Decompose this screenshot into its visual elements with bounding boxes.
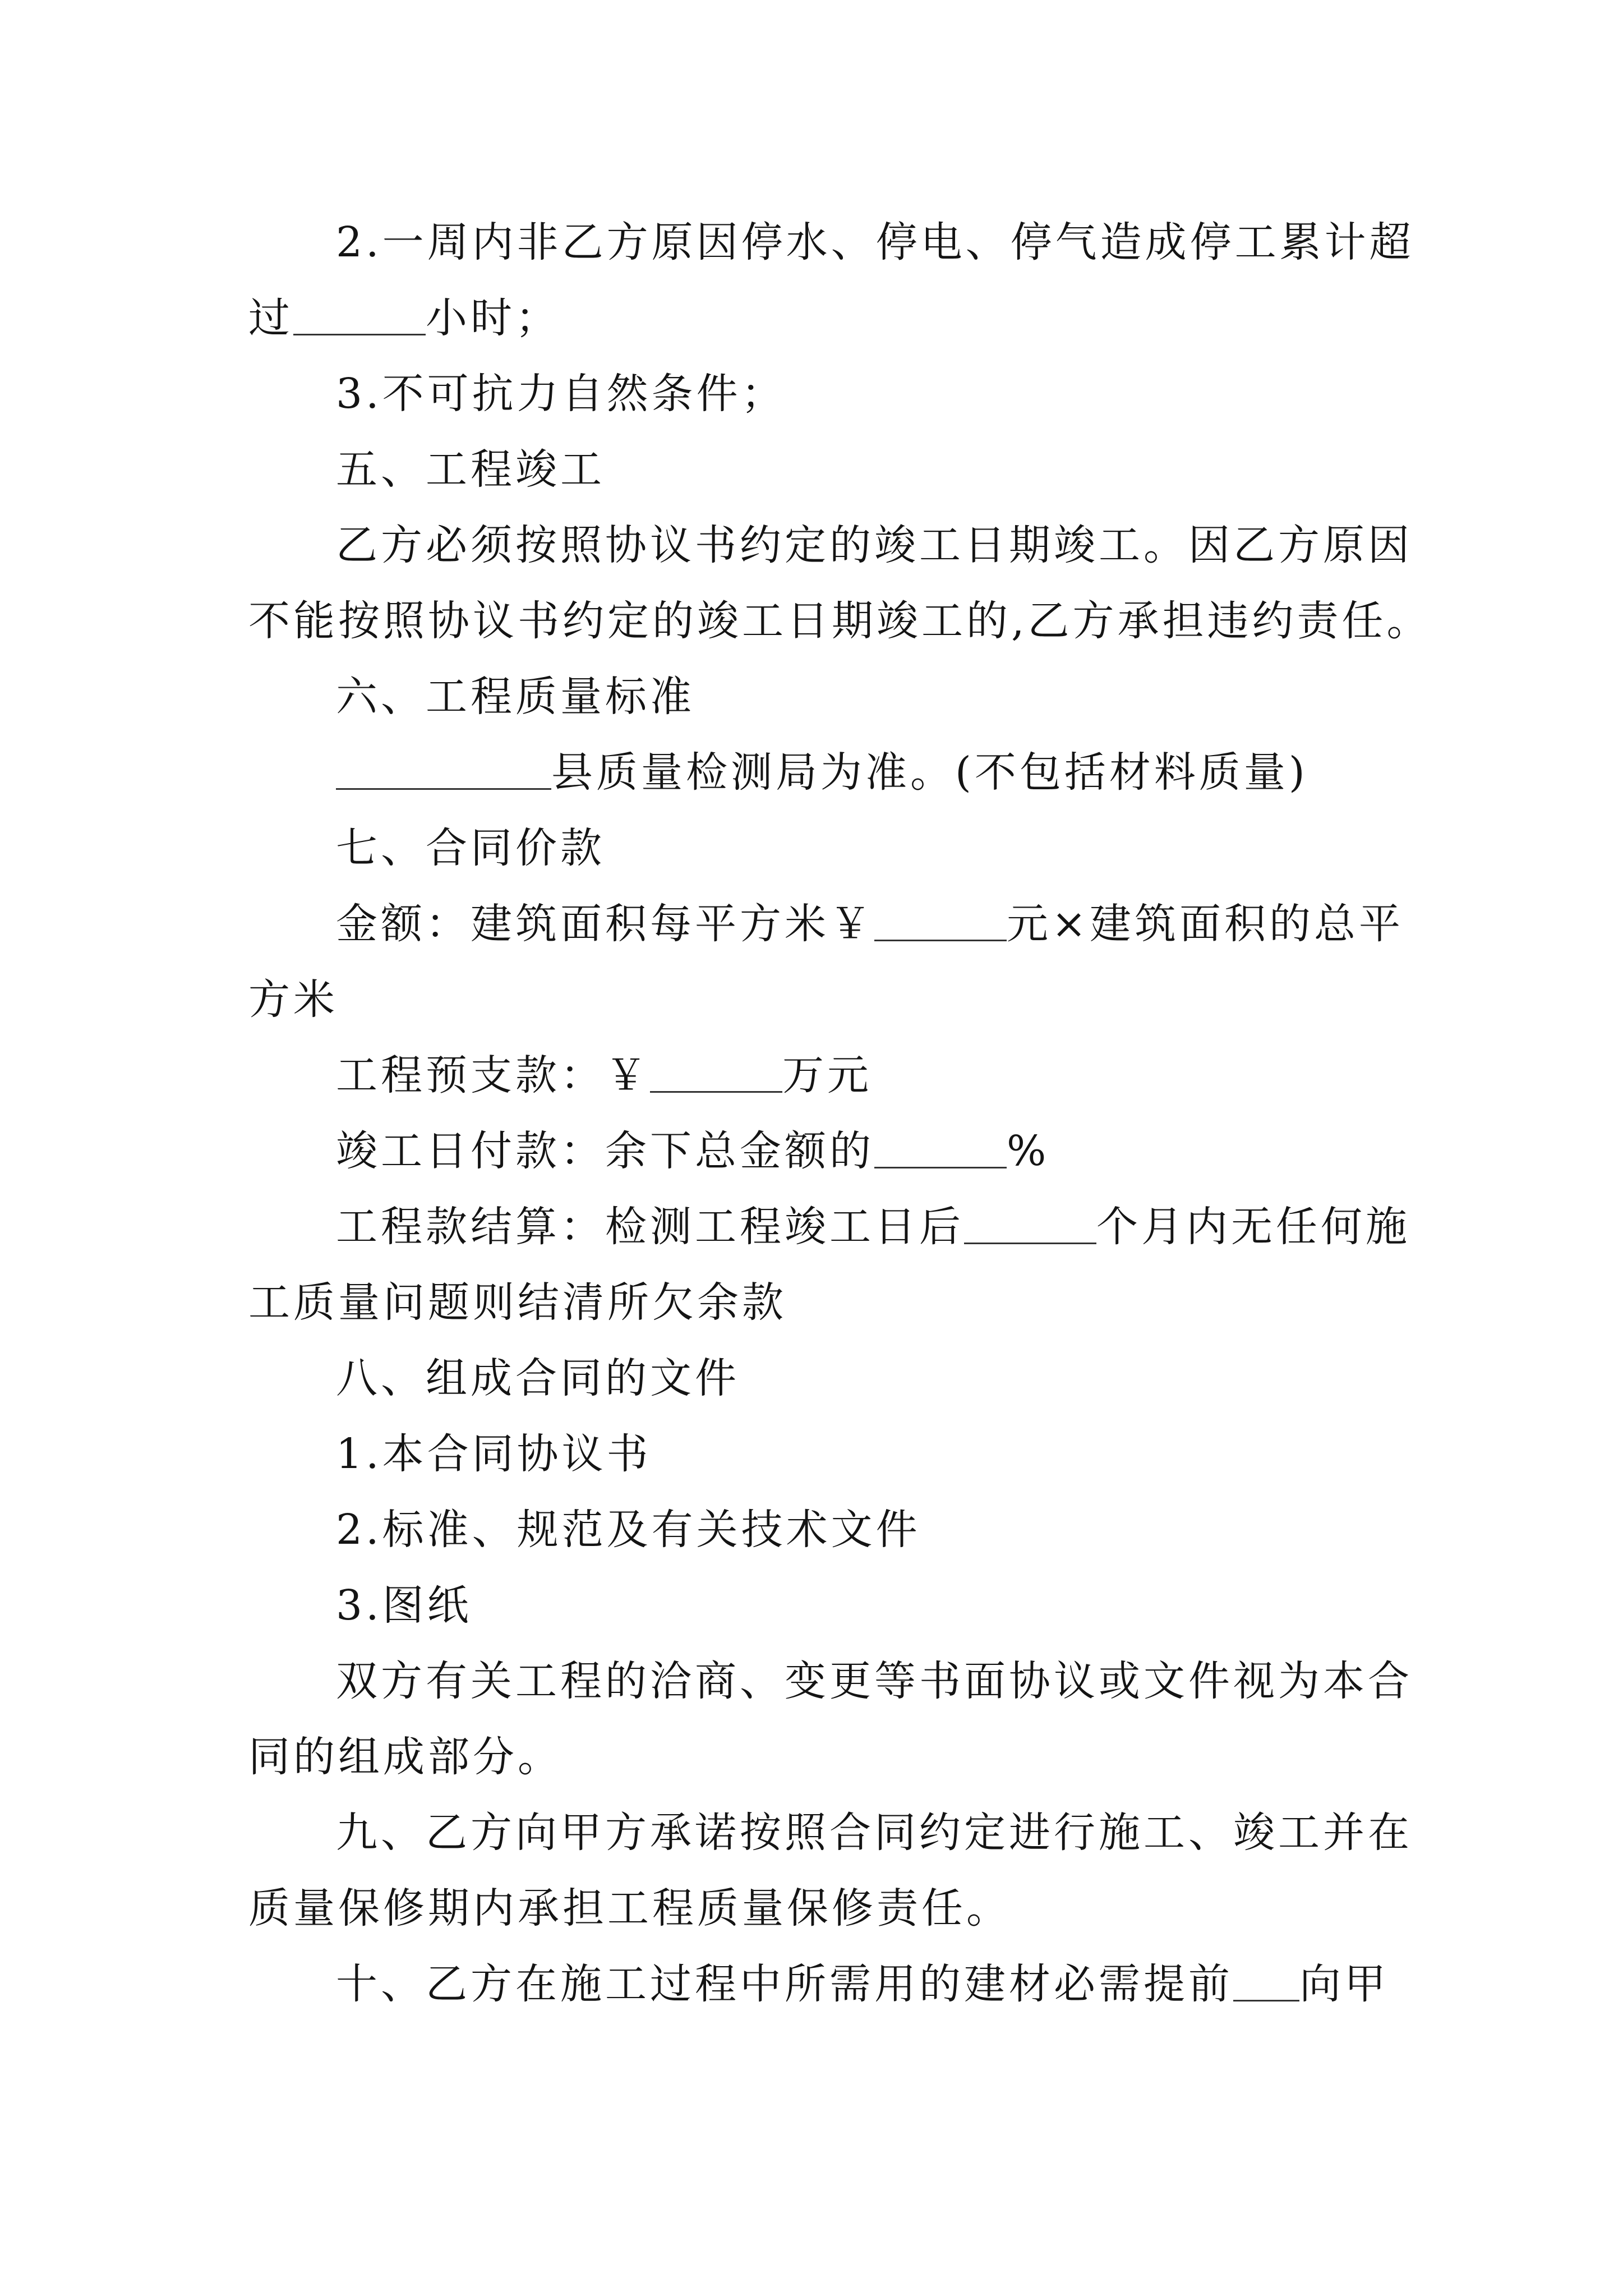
section-9-text: 质量保修期内承担工程质量保修责任。 [248, 1884, 1011, 1932]
clause-2-text: 2.一周内非乙方原因停水、停电、停气造成停工累计超 [336, 218, 1414, 266]
amount-text: 方米 [248, 976, 338, 1024]
settlement-line-1 [336, 1199, 1410, 1255]
months-blank [964, 1209, 1096, 1244]
section-8-para-line-2 [248, 1729, 562, 1785]
advance-payment-line [336, 1047, 872, 1103]
section-8-text: 双方有关工程的洽商、变更等书面协议或文件视为本合 [336, 1657, 1413, 1705]
section-10-line-1 [336, 1956, 1389, 2012]
clause-2-line-2 [248, 290, 560, 346]
section-10-text-post: 向甲 [1299, 1960, 1389, 2008]
section-10-text-pre: 十、乙方在施工过程中所需用的建材必需提前 [336, 1960, 1233, 2008]
section-6-title: 六、工程质量标准 [336, 673, 695, 721]
completion-payment-line [336, 1123, 1049, 1179]
section-8-heading [336, 1350, 740, 1406]
clause-2-text-post: 小时； [426, 294, 560, 342]
document-item-text: 3.图纸 [336, 1581, 472, 1630]
section-5-para-line-2 [248, 593, 1432, 649]
document-item-3 [336, 1577, 472, 1634]
section-9-line-2 [248, 1880, 1011, 1936]
section-5-text: 不能按照协议书约定的竣工日期竣工的,乙方承担违约责任。 [248, 597, 1432, 645]
section-8-para-line-1 [336, 1653, 1413, 1709]
settlement-line-2 [248, 1274, 787, 1331]
settlement-text-pre: 工程款结算：检测工程竣工日后 [336, 1203, 964, 1251]
document-item-text: 2.标准、规范及有关技术文件 [336, 1506, 921, 1554]
section-5-heading [336, 441, 605, 498]
clause-3-text: 3.不可抗力自然条件； [336, 370, 786, 418]
section-9-text: 九、乙方向甲方承诺按照合同约定进行施工、竣工并在 [336, 1809, 1413, 1857]
advance-payment-text-pre: 工程预支款：￥ [336, 1051, 650, 1099]
section-7-heading [336, 820, 605, 876]
settlement-text: 工质量问题则结清所欠余款 [248, 1278, 787, 1327]
section-8-title: 八、组成合同的文件 [336, 1354, 740, 1402]
completion-payment-text-post: % [1007, 1127, 1050, 1175]
document-item-text: 1.本合同协议书 [336, 1430, 652, 1478]
section-5-text: 乙方必须按照协议书约定的竣工日期竣工。因乙方原因 [336, 521, 1413, 569]
amount-text-pre: 金额：建筑面积每平方米￥ [336, 900, 874, 948]
section-5-para-line-1 [336, 517, 1413, 573]
document-item-1 [336, 1426, 652, 1482]
clause-3-line [336, 366, 786, 422]
section-6-heading [336, 669, 695, 725]
section-6-para-line [336, 744, 1308, 800]
percentage-blank [874, 1133, 1007, 1168]
advance-payment-text-post: 万元 [782, 1051, 872, 1099]
amount-text-post: 元×建筑面积的总平 [1007, 900, 1404, 948]
amount-line-2 [248, 972, 338, 1028]
unit-price-blank [874, 906, 1007, 941]
section-6-text: 县质量检测局为准。(不包括材料质量) [551, 748, 1308, 797]
hours-blank [293, 300, 426, 335]
advance-payment-blank [650, 1057, 782, 1093]
section-5-title: 五、工程竣工 [336, 445, 605, 494]
advance-notice-blank [1233, 1966, 1299, 2001]
section-8-text: 同的组成部分。 [248, 1733, 562, 1781]
completion-payment-text-pre: 竣工日付款：余下总金额的 [336, 1127, 874, 1175]
section-7-title: 七、合同价款 [336, 824, 605, 872]
settlement-text-post: 个月内无任何施 [1096, 1203, 1410, 1251]
document-item-2 [336, 1502, 921, 1558]
amount-line-1 [336, 896, 1404, 952]
clause-2-text-pre: 过 [248, 294, 293, 342]
clause-2-line-1 [336, 214, 1414, 270]
county-blank [336, 754, 551, 790]
section-9-line-1 [336, 1805, 1413, 1861]
